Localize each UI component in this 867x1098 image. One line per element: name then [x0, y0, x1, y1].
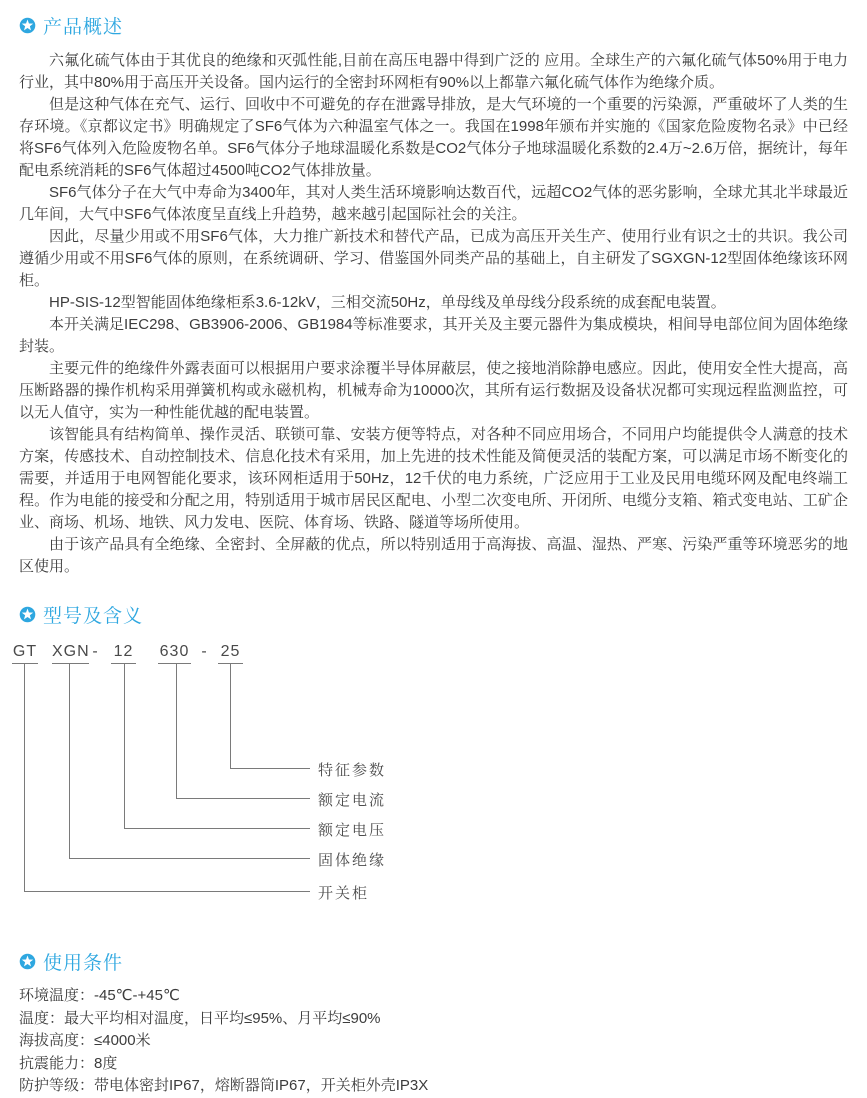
diagram-connector [24, 664, 310, 892]
overview-paragraph: 由于该产品具有全绝缘、全密封、全屏蔽的优点，所以特别适用于高海拔、高温、湿热、严寒、污染严重等环境恶劣的地区使用。 [19, 536, 848, 575]
model-code-part: GT [12, 643, 38, 664]
overview-paragraph: 但是这种气体在充气、运行、回收中不可避免的存在泄露导排放，是大气环境的一个重要的污染源，严重破坏了人类的生存环境。《京都议定书》明确规定了SF6气体为六种温室气体之一。我国在1998年颁布并实施的《国家危险废物名录》中已经将SF6气体列入危险废物名单。SF6气体分子地球温暖化系数是CO2气体分子地球温暖化系数的2.4万~2.6万倍，据统计，每年配电系统消耗的SF6气体超过4500吨CO2气体排放量。 [19, 96, 848, 179]
condition-item: 防护等级：带电体密封IP67，熔断器筒IP67，开关柜外壳IP3X [19, 1077, 429, 1094]
diagram-label: 特征参数 [318, 762, 387, 779]
section-title-model: 型号及含义 [43, 606, 144, 627]
star-circle-icon [19, 953, 36, 970]
model-code-part: 12 [111, 643, 136, 664]
condition-item: 抗震能力：8度 [19, 1054, 118, 1072]
overview-paragraph: 主要元件的绝缘件外露表面可以根据用户要求涂覆半导体屏蔽层，使之接地消除静电感应。因此，使用安全性大提高，高压断路器的操作机构采用弹簧机构或永磁机构，机械寿命为10000次，其所有运行数据及设备状况都可实现远程监测监控，可以无人值守，实为一种性能优越的配电装置。 [19, 360, 848, 421]
diagram-label: 固体绝缘 [318, 852, 387, 869]
condition-item: 温度：最大平均相对温度，日平均≤95%、月平均≤90% [19, 1009, 381, 1027]
section-heading-model [0, 601, 867, 628]
section-title-conditions: 使用条件 [43, 953, 124, 974]
model-code-part: XGN [52, 643, 89, 664]
overview-paragraph: 因此，尽量少用或不用SF6气体，大力推广新技术和替代产品，已成为高压开关生产、使用行业有识之士的共识。我公司遵循少用或不用SF6气体的原则，在系统调研、学习、借鉴国外同类产品的基础上，自主研发了SGXGN-12型固体绝缘该环网柜。 [19, 228, 848, 289]
diagram-label: 额定电压 [318, 822, 387, 839]
model-code-separator: - [92, 643, 99, 660]
diagram-label: 额定电流 [318, 792, 387, 809]
star-circle-icon [19, 606, 36, 623]
overview-paragraph: SF6气体分子在大气中寿命为3400年，其对人类生活环境影响达数百代，远超CO2气体的恶劣影响，全球尤其北半球最近几年间，大气中SF6气体浓度呈直线上升趋势，越来越引起国际社会的关注。 [19, 184, 848, 223]
section-title-overview: 产品概述 [43, 17, 124, 38]
section-heading-overview [0, 0, 867, 39]
overview-paragraph: 本开关满足IEC298、GB3906-2006、GB1984等标准要求，其开关及主要元器件为集成模块，相间导电部位间为固体绝缘封装。 [19, 316, 848, 355]
diagram-label: 开关柜 [318, 885, 370, 902]
star-circle-icon [19, 17, 36, 34]
model-code-separator: - [201, 643, 208, 660]
model-code-part: 630 [158, 643, 191, 664]
overview-paragraph: 六氟化硫气体由于其优良的绝缘和灭弧性能,目前在高压电器中得到广泛的 应用。全球生产的六氟化硫气体50%用于电力行业，其中80%用于高压开关设备。国内运行的全密封环网柜有90%以上都靠六氟化硫气体作为绝缘介质。 [19, 52, 848, 91]
model-designation-diagram [0, 639, 867, 909]
condition-item: 海拔高度：≤4000米 [19, 1032, 151, 1049]
overview-body [19, 50, 848, 578]
conditions-list [19, 985, 848, 1098]
overview-paragraph: HP-SIS-12型智能固体绝缘柜系3.6-12kV，三相交流50Hz，单母线及单母线分段系统的成套配电装置。 [49, 294, 726, 311]
overview-paragraph: 该智能具有结构简单、操作灵活、联锁可靠、安装方便等特点，对各种不同应用场合，不同用户均能提供令人满意的技术方案，传感技术、自动控制技术、信息化技术有采用，加上先进的技术性能及简便灵活的装配方案，可以满足市场不断变化的需要，并适用于电网智能化要求，该环网柜适用于50Hz，12千伏的电力系统，广泛应用于工业及民用电缆环网及配电终端工程。作为电能的接受和分配之用，特别适用于城市居民区配电、小型二次变电所、开闭所、电缆分支箱、箱式变电站、工矿企业、商场、机场、地铁、风力发电、医院、体育场、铁路、隧道等场所使用。 [19, 426, 848, 531]
condition-item: 环境温度：-45℃-+45℃ [19, 987, 180, 1004]
model-code-part: 25 [218, 643, 243, 664]
section-heading-conditions [0, 948, 867, 975]
